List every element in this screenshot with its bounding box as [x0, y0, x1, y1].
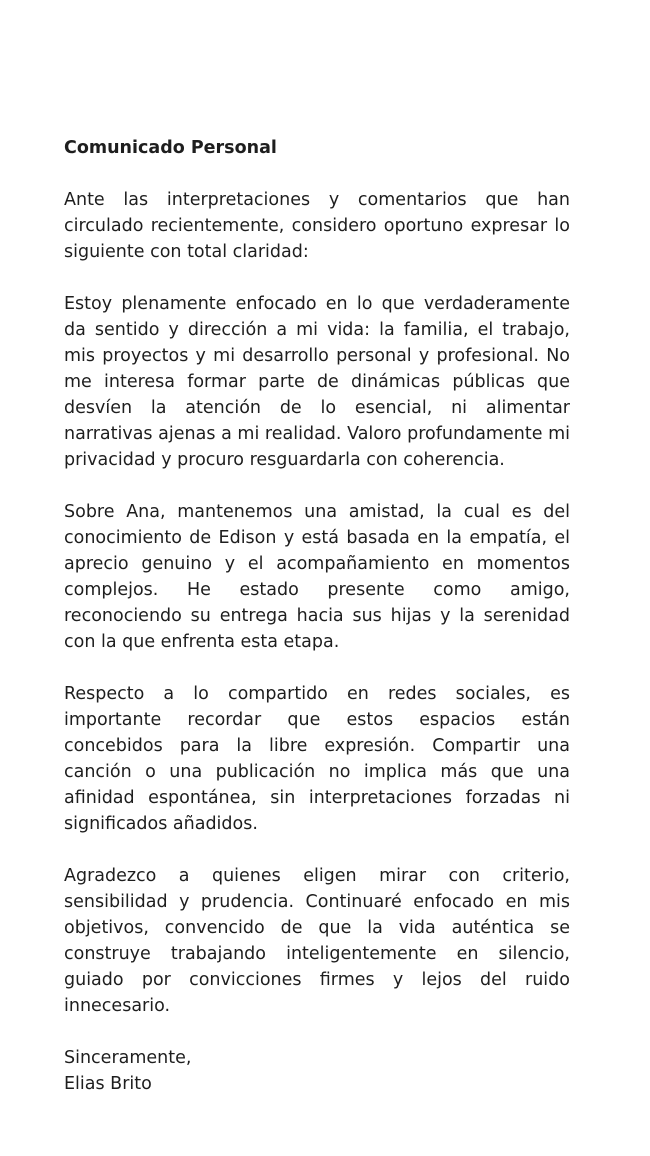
document-title: Comunicado Personal	[64, 138, 277, 158]
document-body	[64, 135, 570, 1097]
paragraph-friendship: Sobre Ana, mantenemos una amistad, la cual es del conocimiento de Edison y está basada en la empatía, el aprecio genuino y el acompañamiento en momentos complejos. He estado presente como amigo, reconociendo su entrega hacia sus hijas y la serenidad con la que enfrenta esta etapa.	[64, 502, 570, 652]
paragraph-gratitude: Agradezco a quienes eligen mirar con criterio, sensibilidad y prudencia. Continuaré enfocado en mis objetivos, convencido de que la vida auténtica se construye trabajando inteligentemente en silencio, guiado por convicciones firmes y lejos del ruido innecesario.	[64, 866, 570, 1016]
paragraph-social-media: Respecto a lo compartido en redes sociales, es importante recordar que estos espacios están concebidos para la libre expresión. Compartir una canción o una publicación no implica más que una afinidad espontánea, sin interpretaciones forzadas ni significados añadidos.	[64, 684, 570, 834]
paragraph-intro: Ante las interpretaciones y comentarios que han circulado recientemente, considero oportuno expresar lo siguiente con total claridad:	[64, 190, 570, 262]
closing-salutation: Sinceramente,	[64, 1048, 192, 1068]
closing-block	[64, 1045, 570, 1097]
signature-name: Elias Brito	[64, 1074, 152, 1094]
paragraph-focus: Estoy plenamente enfocado en lo que verdaderamente da sentido y dirección a mi vida: la familia, el trabajo, mis proyectos y mi desarrollo personal y profesional. No me interesa formar parte de dinámicas públicas que desvíen la atención de lo esencial, ni alimentar narrativas ajenas a mi realidad. Valoro profundamente mi privacidad y procuro resguardarla con coherencia.	[64, 294, 570, 470]
